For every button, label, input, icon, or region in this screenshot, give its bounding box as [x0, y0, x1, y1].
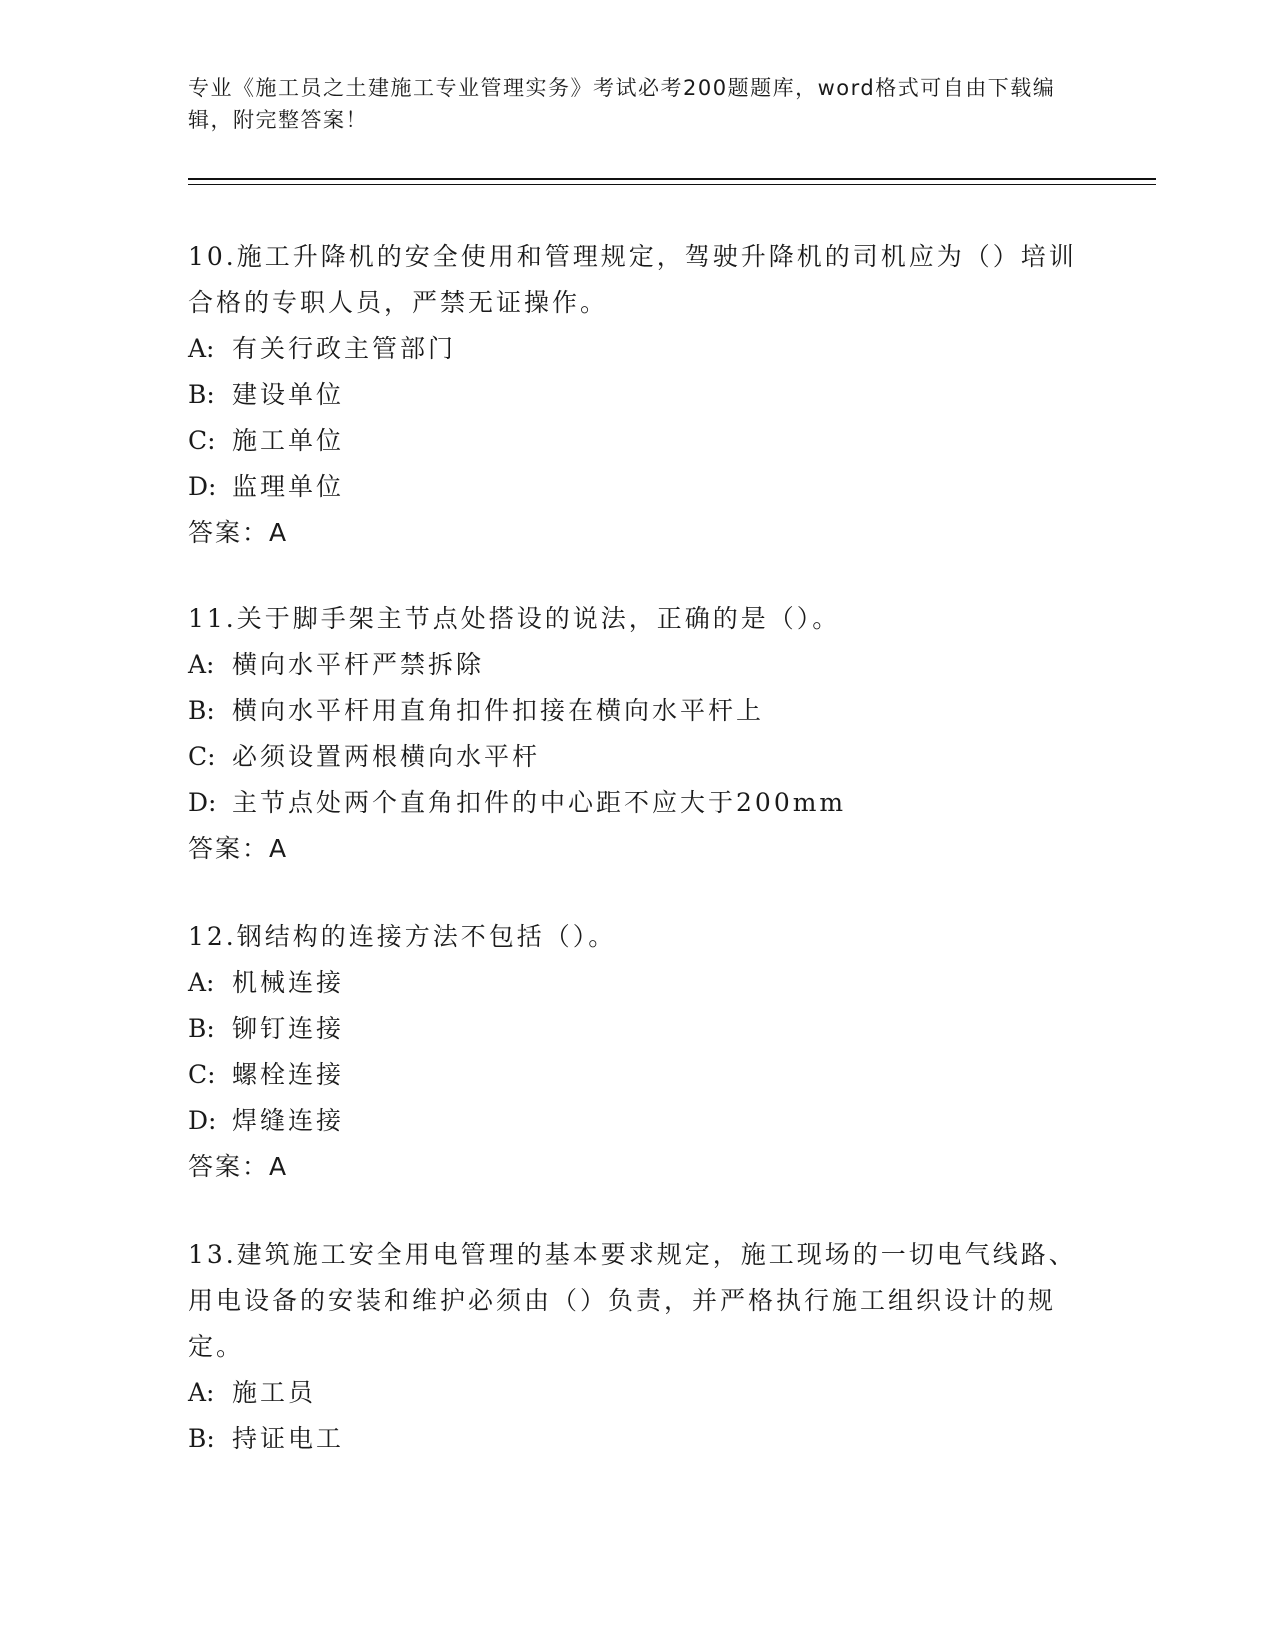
option-b [188, 372, 1088, 418]
option-text: 焊缝连接 [232, 1106, 345, 1135]
document-header: 专业《施工员之土建施工专业管理实务》考试必考200题题库，word格式可自由下载编辑，附完整答案！ [188, 76, 1056, 132]
header-divider-thin [188, 184, 1156, 185]
option-letter: B: [188, 380, 215, 409]
question-text: 12.钢结构的连接方法不包括（）。 [188, 922, 617, 951]
question-11 [188, 596, 1088, 872]
question-text: 11.关于脚手架主节点处搭设的说法，正确的是（）。 [188, 604, 841, 633]
option-text: 监理单位 [232, 472, 345, 501]
option-a [188, 326, 1088, 372]
option-text: 建设单位 [232, 380, 345, 409]
option-letter: C: [188, 1060, 216, 1089]
question-text: 13.建筑施工安全用电管理的基本要求规定，施工现场的一切电气线路、用电设备的安装和维护必须由（）负责，并严格执行施工组织设计的规定。 [188, 1240, 1077, 1361]
option-c [188, 1052, 1088, 1098]
header-divider-thick [188, 178, 1156, 180]
option-text: 螺栓连接 [232, 1060, 345, 1089]
option-c [188, 734, 1088, 780]
option-text: 施工单位 [232, 426, 345, 455]
option-text: 持证电工 [232, 1424, 345, 1453]
option-text: 有关行政主管部门 [232, 334, 457, 363]
option-letter: B: [188, 696, 215, 725]
option-letter: C: [188, 426, 216, 455]
option-text: 施工员 [232, 1378, 317, 1407]
option-letter: C: [188, 742, 216, 771]
option-b [188, 1416, 1088, 1462]
question-12 [188, 914, 1088, 1190]
option-b [188, 1006, 1088, 1052]
option-text: 横向水平杆严禁拆除 [232, 650, 485, 679]
question-10 [188, 234, 1088, 556]
option-text: 机械连接 [232, 968, 345, 997]
option-d [188, 1098, 1088, 1144]
question-text: 10.施工升降机的安全使用和管理规定，驾驶升降机的司机应为（）培训合格的专职人员，严禁无证操作。 [188, 242, 1077, 317]
option-d [188, 464, 1088, 510]
option-b [188, 688, 1088, 734]
option-letter: B: [188, 1424, 215, 1453]
option-letter: D: [188, 788, 217, 817]
option-a [188, 1370, 1088, 1416]
option-c [188, 418, 1088, 464]
option-d [188, 780, 1088, 826]
answer-line: 答案：A [188, 518, 289, 547]
option-text: 铆钉连接 [232, 1014, 345, 1043]
option-text: 横向水平杆用直角扣件扣接在横向水平杆上 [232, 696, 765, 725]
question-13 [188, 1232, 1088, 1462]
option-letter: A: [188, 650, 215, 679]
option-letter: B: [188, 1014, 215, 1043]
option-text: 必须设置两根横向水平杆 [232, 742, 541, 771]
answer-line: 答案：A [188, 834, 289, 863]
option-a [188, 642, 1088, 688]
option-letter: A: [188, 1378, 215, 1407]
option-letter: D: [188, 472, 217, 501]
option-letter: A: [188, 334, 215, 363]
option-a [188, 960, 1088, 1006]
answer-line: 答案：A [188, 1152, 289, 1181]
option-text: 主节点处两个直角扣件的中心距不应大于200mm [232, 788, 847, 817]
option-letter: A: [188, 968, 215, 997]
option-letter: D: [188, 1106, 217, 1135]
